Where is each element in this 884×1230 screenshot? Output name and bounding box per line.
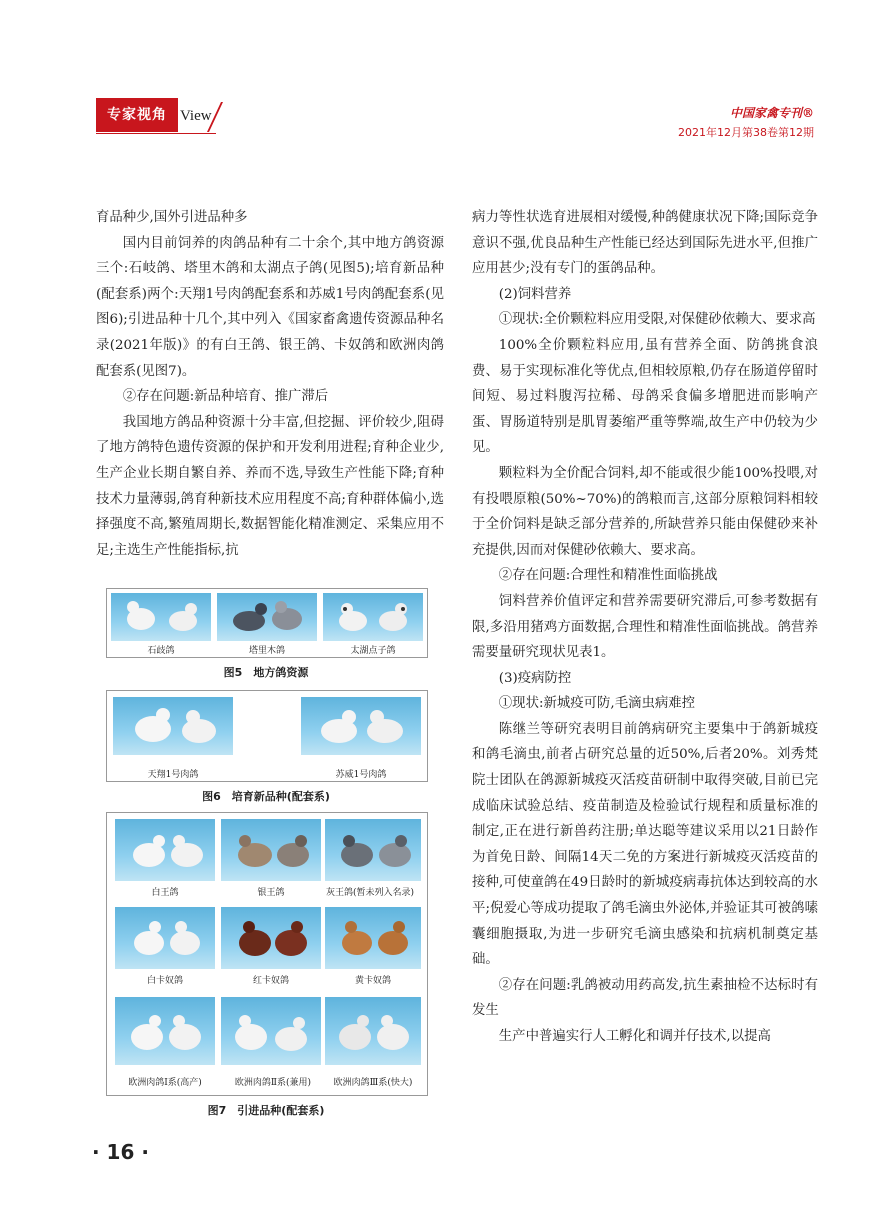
photo-label: 欧洲肉鸽Ⅱ系(兼用)	[234, 1078, 312, 1088]
pigeon-photo	[221, 819, 321, 881]
white-pigeon-image	[113, 697, 233, 755]
pigeon-photo	[325, 997, 421, 1065]
white-pigeon-image	[111, 593, 211, 641]
figure-5-caption: 图5 地方鸽资源	[223, 666, 309, 679]
photo-label: 灰王鸽(暂未列入名录)	[325, 888, 415, 898]
paragraph: (2)饲料营养	[498, 286, 572, 302]
section-en-label: View	[180, 108, 212, 124]
figure-5-panel	[106, 588, 428, 658]
figure-6-caption: 图6 培育新品种(配套系)	[202, 790, 330, 803]
paragraph: (3)疫病防控	[498, 670, 572, 686]
grey-pigeon-image	[217, 593, 317, 641]
pigeon-photo	[217, 593, 317, 641]
section-label: 专家视角	[96, 98, 178, 132]
white-pigeon-image	[115, 997, 215, 1065]
paragraph: ①现状:新城疫可防,毛滴虫病难控	[498, 696, 696, 712]
paragraph: ②存在问题:合理性和精准性面临挑战	[498, 568, 718, 584]
paragraph: 育品种少,国外引进品种多	[96, 210, 248, 225]
photo-label: 天翔1号肉鸽	[147, 770, 199, 780]
header-rule	[96, 133, 216, 134]
paragraph: 国内目前饲养的肉鸽品种有二十余个,其中地方鸽资源三个:石岐鸽、塔里木鸽和太湖点子鸽(见图5);培育新品种(配套系)两个:天翔1号肉鸽配套系和苏威1号肉鸽配套系(见图6);引进品种十几个,其中列入《国家畜禽遗传资源品种名录(2021年版)》的有白王鸽、银王鸽、卡奴鸽和欧洲肉鸽配套系(见图7)。	[96, 235, 444, 379]
journal-header	[678, 104, 814, 140]
photo-label: 石歧鸽	[147, 646, 175, 656]
photo-label: 银王鸽	[257, 888, 285, 898]
figure-7-caption: 图7 引进品种(配套系)	[207, 1104, 325, 1117]
pigeon-photo	[325, 907, 421, 969]
journal-logo: 中国家禽专刊®	[729, 106, 814, 120]
pigeon-photo	[113, 697, 233, 755]
paragraph: 生产中普遍实行人工孵化和调并仔技术,以提高	[498, 1029, 771, 1044]
photo-label: 欧洲肉鸽Ⅰ系(高产)	[128, 1078, 202, 1088]
page-number: · 16 ·	[92, 1140, 149, 1164]
pigeon-photo	[301, 697, 421, 755]
photo-label: 白卡奴鸽	[146, 976, 183, 986]
paragraph: 颗粒料为全价配合饲料,却不能或很少能100%投喂,对有投喂原粮(50%~70%)的鸽粮而言,这部分原粮饲料相较于全价饲料是缺乏部分营养的,所缺营养只能由保健砂来补充提供,因而对保健砂依赖大、要求高。	[472, 465, 818, 558]
white-pigeon-image	[221, 997, 321, 1065]
left-column	[96, 205, 444, 563]
photo-label: 欧洲肉鸽Ⅲ系(快大)	[333, 1078, 413, 1088]
spotted-pigeon-image	[323, 593, 423, 641]
white-pigeon-image	[301, 697, 421, 755]
photo-label: 白王鸽	[151, 888, 179, 898]
white-pigeon-image	[325, 997, 421, 1065]
silver-pigeon-image	[221, 819, 321, 881]
photo-label: 苏威1号肉鸽	[335, 770, 387, 780]
photo-label: 黄卡奴鸽	[354, 976, 391, 986]
pigeon-photo	[221, 997, 321, 1065]
pigeon-photo	[115, 997, 215, 1065]
paragraph: ①现状:全价颗粒料应用受限,对保健砂依赖大、要求高	[498, 312, 816, 328]
pigeon-photo	[115, 819, 215, 881]
paragraph: ②存在问题:新品种培育、推广滞后	[122, 389, 329, 405]
figure-6-panel	[106, 690, 428, 782]
paragraph: 陈继兰等研究表明目前鸽病研究主要集中于鸽新城疫和鸽毛滴虫,前者占研究总量的近50%,后者20%。刘秀梵院士团队在鸽源新城疫灭活疫苗研制中取得突破,目前已完成临床试验总结、疫苗制造及检验试行规程和质量标准的制定,正在进行新兽药注册;单达聪等建议采用以21日龄作为首免日龄、间隔14天二免的方案进行新城疫灭活疫苗的接种,可使童鸽在49日龄时的新城疫病毒抗体达到较高的水平;倪爱心等成功提取了鸽毛滴虫外泌体,并验证其可被鸽嗉囊细胞摄取,为进一步研究毛滴虫感染和抗病机制奠定基础。	[472, 721, 818, 968]
pigeon-photo	[111, 593, 211, 641]
pigeon-photo	[115, 907, 215, 969]
paragraph: 饲料营养价值评定和营养需要研究滞后,可参考数据有限,多沿用猪鸡方面数据,合理性和精准性面临挑战。鸽营养需要量研究现状见表1。	[472, 593, 818, 661]
issue-info: 2021年12月第38卷第12期	[678, 126, 814, 139]
photo-label: 塔里木鸽	[248, 646, 285, 656]
white-pigeon-image	[115, 819, 215, 881]
figure-7-panel	[106, 812, 428, 1096]
photo-label: 太湖点子鸽	[350, 646, 396, 656]
paragraph: ②存在问题:乳鸽被动用药高发,抗生素抽检不达标时有发生	[472, 977, 818, 1019]
paragraph: 病力等性状选育进展相对缓慢,种鸽健康状况下降;国际竞争意识不强,优良品种生产性能已经达到国际先进水平,但推广应用甚少;没有专门的蛋鸽品种。	[472, 210, 818, 277]
white-pigeon-image	[115, 907, 215, 969]
right-column	[472, 205, 818, 1050]
paragraph: 100%全价颗粒料应用,虽有营养全面、防鸽挑食浪费、易于实现标准化等优点,但相较原粮,仍存在肠道停留时间短、易过料腹泻拉稀、母鸽采食偏多增肥进而影响产蛋、胃肠道特别是肌胃萎缩严重等弊端,故生产中仍较为少见。	[472, 337, 818, 456]
yellow-pigeon-image	[325, 907, 421, 969]
pigeon-photo	[323, 593, 423, 641]
pigeon-photo	[221, 907, 321, 969]
pigeon-photo	[325, 819, 421, 881]
red-pigeon-image	[221, 907, 321, 969]
photo-label: 红卡奴鸽	[252, 976, 289, 986]
grey-pigeon-image	[325, 819, 421, 881]
paragraph: 我国地方鸽品种资源十分丰富,但挖掘、评价较少,阻碍了地方鸽特色遗传资源的保护和开发利用进程;育种企业少,生产企业长期自繁自养、养而不选,导致生产性能下降;育种技术力量薄弱,鸽育种新技术应用程度不高;育种群体偏小,选择强度不高,繁殖周期长,数据智能化精准测定、采集应用不足;主选生产性能指标,抗	[96, 414, 444, 558]
